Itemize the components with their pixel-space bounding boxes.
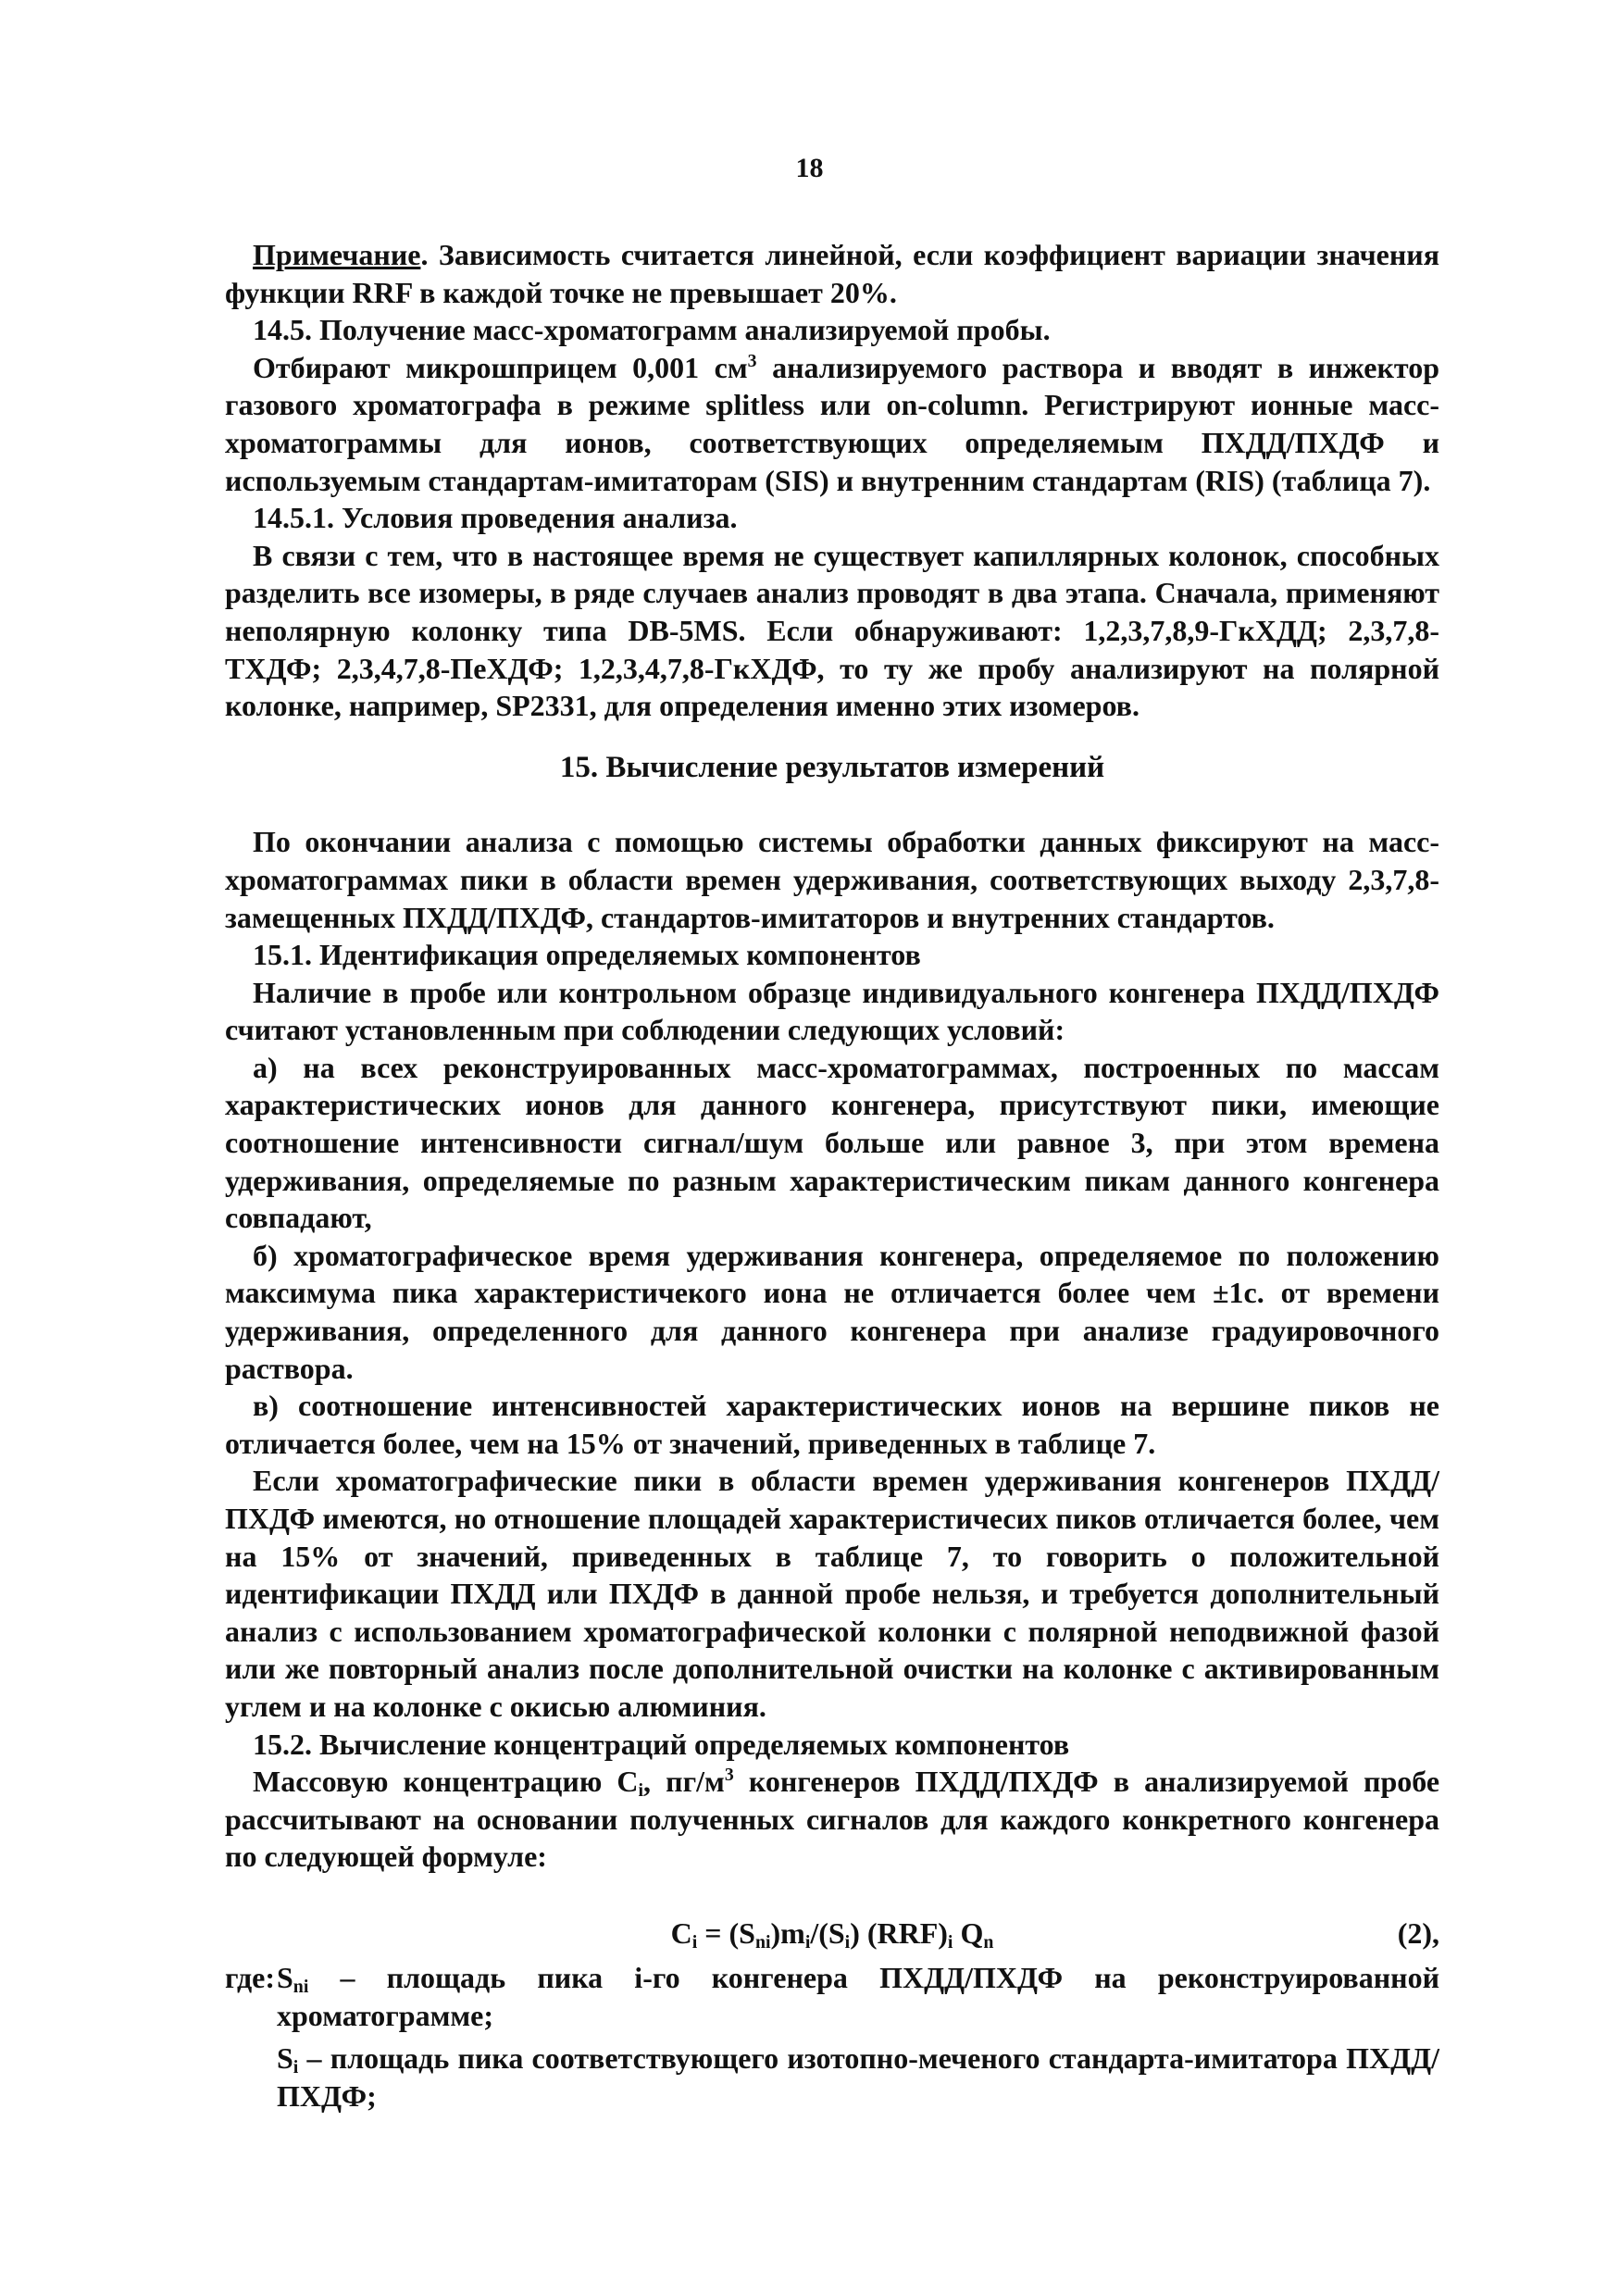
condition-b: б) хроматографическое время удерживания конгенера, определяемое по положению максимума пика характеристичекого иона не отличается более чем ±1с. от времени удерживания, определенного для данного конгенера при анализе градуировочного раствора. xyxy=(225,1238,1439,1385)
volume-unit-exponent: 3 xyxy=(747,350,757,371)
paragraph-presence: Наличие в пробе или контрольном образце индивидуального конгенера ПХДД/ПХДФ считают установленным при соблюдении следующих условий: xyxy=(225,975,1439,1047)
formula-subscript: i xyxy=(844,1931,851,1953)
formula-part: ) (RRF) xyxy=(850,1915,948,1950)
symbol-subscript: ni xyxy=(293,1976,309,1997)
formula-part: )m xyxy=(770,1915,805,1950)
paragraph-14-5-sampling xyxy=(225,349,1439,499)
mass-unit-exponent: 3 xyxy=(724,1765,734,1786)
definition-text: – площадь пика i-го конгенера ПХДД/ПХДФ на реконструированной хроматограмме; xyxy=(277,1960,1439,2032)
mass-subscript: i xyxy=(638,1780,644,1802)
mass-text-start: Массовую концентрацию C xyxy=(253,1765,639,1799)
section-15-intro: По окончании анализа с помощью системы обработки данных фиксируют на масс-хроматограммах пики в области времен удерживания, соответствующих выходу 2,3,7,8-замещенных ПХДД/ПХДФ, стандартов-имитаторов и внутренних стандартов. xyxy=(225,825,1439,934)
heading-14-5-text-end: анализируемой пробы. xyxy=(737,313,1051,347)
heading-14-5 xyxy=(225,311,1439,349)
definition-sni xyxy=(277,1959,1439,2034)
heading-15-1: 15.1. Идентификация определяемых компонентов xyxy=(253,938,921,972)
symbol: S xyxy=(277,1960,293,1994)
mass-text-end: конгенеров ПХДД/ПХДФ в анализируемой пробе рассчитывают на основании полученных сигналов для каждого конкретного конгенера по следующей формуле: xyxy=(225,1765,1440,1874)
paragraph-if-peaks: Если хроматографические пики в области времен удерживания конгенеров ПХДД/ПХДФ имеются, но отношение площадей характеристичесих пиков отличается более, чем на 15% от значений, приведенных в таблице 7, то говорить о положительной идентификации ПХДД или ПХДФ в данной пробе нельзя, и требуется дополнительный анализ с использованием хроматографической колонки с полярной неподвижной фазой или же повторный анализ после дополнительной очистки на колонке с активированным углем и на колонке с окисью алюминия. xyxy=(225,1464,1439,1723)
paragraph-mass-concentration xyxy=(225,1763,1439,1876)
heading-15-2: 15.2. Вычисление концентраций определяемых компонентов xyxy=(253,1727,1070,1761)
formula-2 xyxy=(225,1915,1439,1959)
heading-14-5-text: 14.5. Получение масс-хроматограмм xyxy=(253,313,738,347)
mass-unit: , пг/м xyxy=(643,1765,725,1799)
formula-subscript: n xyxy=(983,1931,994,1953)
formula-number: (2), xyxy=(1397,1915,1439,1950)
formula-expression xyxy=(225,1915,1439,1953)
formula-subscript: ni xyxy=(754,1931,771,1953)
sampling-text-end: анализируемого раствора и вводят в инжектор газового хроматографа в режиме splitless или on-column. Регистрируют ионные масс-хроматограммы для ионов, соответствующих определяемым ПХДД/ПХДФ и используемым стандартам-имитаторам (SIS) и внутренним стандартам (RIS) (таблица 7). xyxy=(225,350,1439,497)
section-15-heading: 15. Вычисление результатов измерений xyxy=(559,750,1105,784)
condition-c: в) соотношение интенсивностей характеристических ионов на вершине пиков не отличается более, чем на 15% от значений, приведенных в таблице 7. xyxy=(225,1389,1439,1460)
formula-part: Q xyxy=(953,1915,984,1950)
note-paragraph xyxy=(225,236,1439,311)
page-number: 18 xyxy=(795,153,824,183)
formula-part: /(S xyxy=(810,1915,845,1950)
paragraph-14-5-1-conditions: В связи с тем, что в настоящее время не существует капиллярных колонок, способных разделить все изомеры, в ряде случаев анализ проводят в два этапа. Сначала, применяют неполярную колонку типа DB-5MS. Если обнаруживают: 1,2,3,7,8,9-ГкХДД; 2,3,7,8-ТХДФ; 2,3,4,7,8-ПеХДФ; 1,2,3,4,7,8-ГкХДФ, то ту же пробу анализируют на полярной колонке, например, SP2331, для определения именно этих изомеров. xyxy=(225,538,1439,723)
where-label: где: xyxy=(225,1960,275,1994)
formula-part: = (S xyxy=(697,1915,755,1950)
where-definition-1 xyxy=(225,1959,1439,2034)
definition-text: – площадь пика соответствующего изотопно-меченого стандарта-имитатора ПХДД/ПХДФ; xyxy=(277,2041,1439,2113)
formula-subscript: i xyxy=(947,1931,953,1953)
symbol: S xyxy=(277,2041,293,2076)
formula-subscript: i xyxy=(804,1931,811,1953)
condition-a: а) на всех реконструированных масс-хроматограммах, построенных по массам характеристических ионов для данного конгенера, присутствуют пики, имеющие соотношение интенсивности сигнал/шум больше или равное 3, при этом времена удерживания, определяемые по разным характеристическим пикам данного конгенера совпадают, xyxy=(225,1050,1439,1235)
note-label: Примечание xyxy=(253,238,421,271)
formula-subscript: i xyxy=(691,1931,698,1953)
definition-si xyxy=(225,2040,1439,2115)
symbol-subscript: i xyxy=(293,2057,299,2078)
page-body xyxy=(225,236,1439,2115)
note-text: . Зависимость считается линейной, если коэффициент вариации значения функции RRF в каждой точке не превышает 20%. xyxy=(225,238,1439,309)
heading-14-5-1: 14.5.1. Условия проведения анализа. xyxy=(253,501,738,535)
formula-part: C xyxy=(670,1915,692,1950)
sampling-text-start: Отбирают микрошприцем 0,001 см xyxy=(253,350,748,384)
